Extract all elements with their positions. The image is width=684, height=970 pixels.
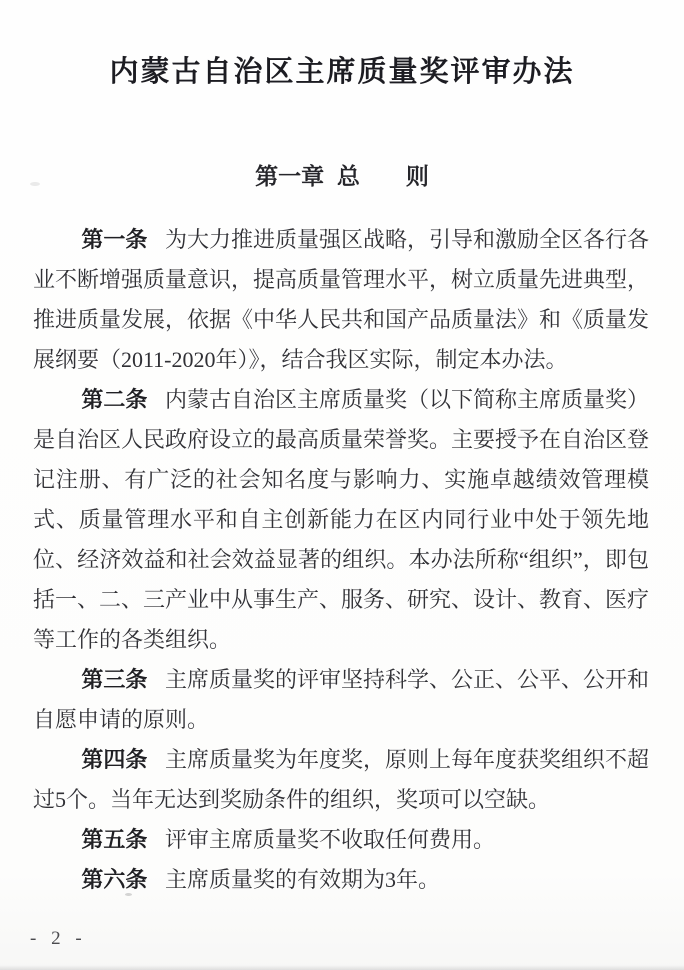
article-text-4: 主席质量奖为年度奖，原则上每年度获奖组织不超过5个。当年无达到奖励条件的组织，奖项可以空缺。 — [33, 747, 650, 812]
scan-edge-shadow — [0, 965, 684, 970]
article-label-6: 第六条 — [81, 867, 148, 892]
article-paragraph-3 — [33, 660, 649, 740]
chapter-number: 第一章 — [255, 163, 325, 189]
document-body — [33, 220, 649, 900]
article-label-1: 第一条 — [81, 227, 148, 252]
article-text-3: 主席质量奖的评审坚持科学、公正、公平、公开和自愿申请的原则。 — [33, 667, 650, 732]
article-text-2: 内蒙古自治区主席质量奖（以下简称主席质量奖）是自治区人民政府设立的最高质量荣誉奖。主要授予在自治区登记注册、有广泛的社会知名度与影响力、实施卓越绩效管理模式、质量管理水平和自主创新能力在区内同行业中处于领先地位、经济效益和社会效益显著的组织。本办法所称“组织”，即包括一、二、三产业中从事生产、服务、研究、设计、教育、医疗等工作的各类组织。 — [33, 387, 650, 652]
article-label-5: 第五条 — [81, 827, 148, 852]
chapter-title: 总 则 — [336, 163, 429, 189]
article-paragraph-5 — [33, 820, 649, 860]
page-number: - 2 - — [30, 928, 87, 949]
article-label-4: 第四条 — [81, 747, 148, 772]
chapter-heading — [0, 162, 684, 190]
article-text-1: 为大力推进质量强区战略，引导和激励全区各行各业不断增强质量意识，提高质量管理水平，树立质量先进典型，推进质量发展，依据《中华人民共和国产品质量法》和《质量发展纲要（2011-2020年）》，结合我区实际，制定本办法。 — [33, 227, 650, 372]
article-paragraph-1 — [33, 220, 649, 380]
article-text-6: 主席质量奖的有效期为3年。 — [165, 867, 441, 892]
scan-artifact-speck — [125, 893, 132, 896]
article-paragraph-4 — [33, 740, 649, 820]
article-text-5: 评审主席质量奖不收取任何费用。 — [165, 827, 496, 852]
article-label-2: 第二条 — [81, 387, 148, 412]
document-title: 内蒙古自治区主席质量奖评审办法 — [109, 56, 575, 88]
scan-artifact-speck — [30, 182, 40, 186]
article-paragraph-2 — [33, 380, 649, 660]
article-label-3: 第三条 — [81, 667, 148, 692]
